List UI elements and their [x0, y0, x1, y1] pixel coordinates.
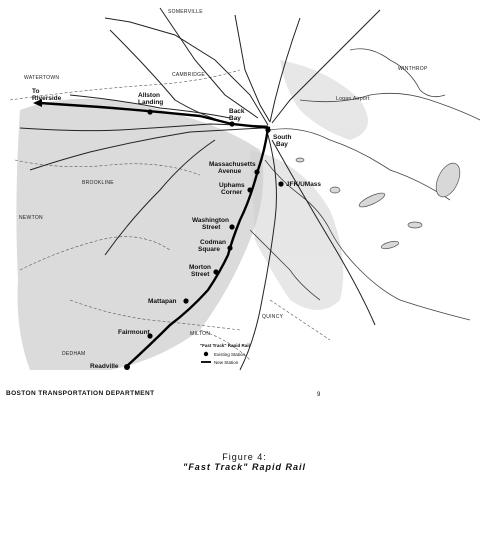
figure-number: Figure 4:	[222, 452, 267, 462]
station-massachusetts-avenue[interactable]	[254, 169, 259, 174]
label-jfk-umass: JFK/UMass	[286, 181, 322, 188]
label-morton: Morton	[189, 264, 212, 271]
label-square: Square	[198, 246, 221, 253]
label-cambridge: CAMBRIDGE	[172, 72, 205, 78]
station-south-bay[interactable]	[265, 127, 270, 132]
riverside-label	[32, 88, 62, 102]
label-codman: Codman	[200, 239, 226, 246]
label-somerville: SOMERVILLE	[168, 9, 203, 15]
station-back-bay[interactable]	[229, 121, 234, 126]
label-washington: Washington	[192, 217, 229, 224]
label-milton: MILTON	[190, 331, 211, 337]
label-readville: Readville	[90, 363, 119, 370]
legend-existing-label: Existing Station	[214, 352, 246, 357]
label-watertown: WATERTOWN	[24, 75, 60, 81]
label-morton-street: Street	[191, 271, 210, 278]
label-newton: NEWTON	[19, 215, 43, 221]
station-readville[interactable]	[124, 364, 130, 370]
label-landing: Landing	[138, 99, 164, 106]
label-south: South	[273, 134, 292, 141]
label-corner: Corner	[221, 189, 243, 196]
station-mattapan[interactable]	[183, 298, 188, 303]
label-logan-airport: Logan Airport	[336, 96, 370, 102]
page-number: 9	[317, 392, 321, 398]
legend-existing-symbol	[204, 352, 208, 356]
svg-text:Riverside: Riverside	[32, 95, 62, 102]
label-washington-street: Street	[202, 224, 221, 231]
label-back: Back	[229, 108, 245, 115]
footer-department: BOSTON TRANSPORTATION DEPARTMENT	[6, 390, 155, 397]
figure-title: "Fast Track" Rapid Rail	[183, 462, 306, 472]
label-quincy: QUINCY	[262, 314, 284, 320]
label-winthrop: WINTHROP	[398, 66, 428, 72]
station-jfk-umass[interactable]	[278, 181, 283, 186]
station-washington-street[interactable]	[229, 224, 234, 229]
station-allston-landing[interactable]	[147, 109, 152, 114]
label-avenue: Avenue	[218, 168, 242, 175]
label-dedham: DEDHAM	[62, 351, 86, 357]
legend-title: "Fast Track" Rapid Rail	[200, 343, 250, 348]
legend	[200, 343, 250, 365]
label-brookline: BROOKLINE	[82, 180, 114, 186]
label-bay: Bay	[229, 115, 241, 122]
station-codman-square[interactable]	[227, 245, 232, 250]
svg-text:To: To	[32, 88, 40, 95]
figure-caption	[0, 452, 489, 472]
label-south-bay-2: Bay	[276, 141, 288, 148]
label-fairmount: Fairmount	[118, 329, 150, 336]
station-uphams-corner[interactable]	[247, 187, 252, 192]
label-allston: Allston	[138, 92, 161, 99]
label-massachusetts: Massachusetts	[209, 161, 256, 168]
station-morton-street[interactable]	[213, 269, 218, 274]
legend-new-label: New Station	[214, 360, 239, 365]
label-mattapan: Mattapan	[148, 298, 177, 305]
label-uphams: Uphams	[219, 182, 245, 189]
